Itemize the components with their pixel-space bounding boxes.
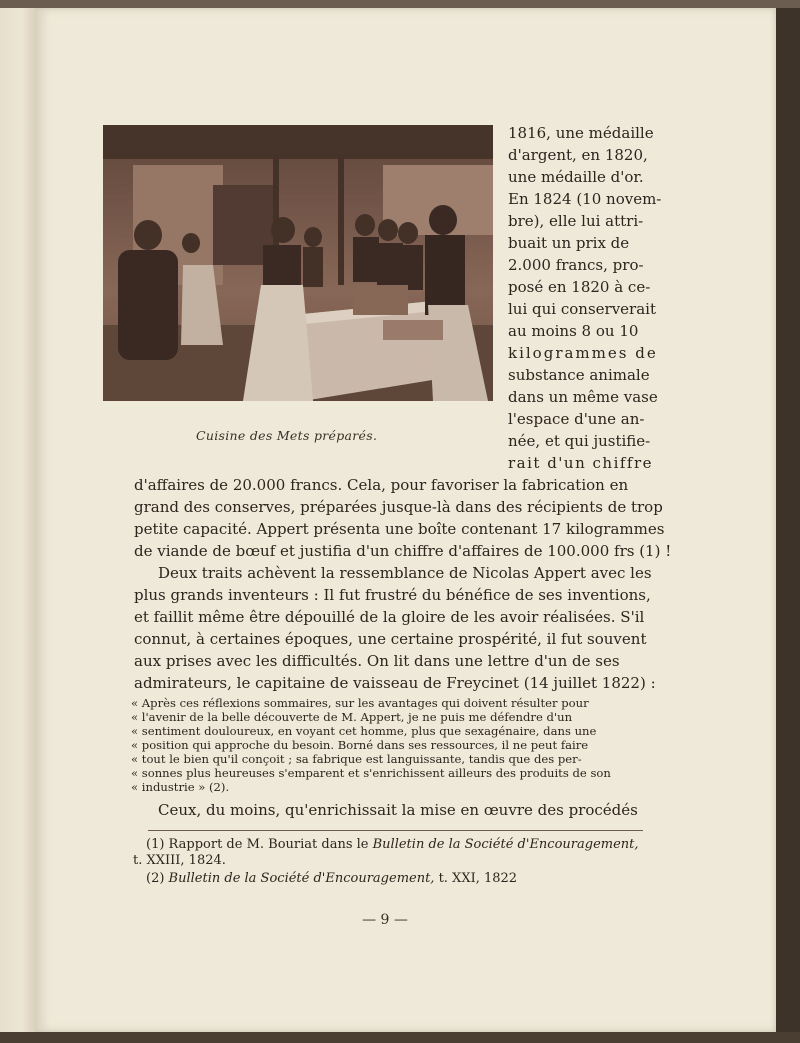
quote-line-1: « Après ces réflexions sommaires, sur les avantages qui doivent résulter pour <box>131 696 589 710</box>
side-line-12: substance animale <box>508 366 650 384</box>
side-line-5: bre), elle lui attri- <box>508 212 644 230</box>
body-last-line: Ceux, du moins, qu'enrichissait la mise en œuvre des procédés <box>158 801 638 819</box>
footnote-1-prefix: (1) Rapport de M. Bouriat dans le <box>146 837 373 852</box>
footnote-2 <box>146 870 517 887</box>
scan-top-edge <box>0 0 800 8</box>
side-line-14: l'espace d'une an- <box>508 410 645 428</box>
body-line-1: d'affaires de 20.000 francs. Cela, pour favoriser la fabrication en <box>134 476 629 494</box>
quote-line-6: « sonnes plus heureuses s'emparent et s'enrichissent ailleurs des produits de son <box>131 766 611 780</box>
quote-line-5: « tout le bien qu'il conçoit ; sa fabrique est languissante, tandis que des per- <box>131 752 582 766</box>
body-line-5: Deux traits achèvent la ressemblance de Nicolas Appert avec les <box>158 564 652 582</box>
side-line-11: kilogrammes de <box>508 344 658 362</box>
side-line-7: 2.000 francs, pro- <box>508 256 644 274</box>
page-number: — 9 — <box>362 912 408 928</box>
scan-right-edge <box>776 8 800 1035</box>
body-line-8: connut, à certaines époques, une certaine prospérité, il fut souvent <box>134 630 647 648</box>
footnote-1-title: Bulletin de la Société d'Encouragement, <box>372 837 639 852</box>
quote-line-2: « l'avenir de la belle découverte de M. Appert, je ne puis me défendre d'un <box>131 710 573 724</box>
footnote-1 <box>146 836 639 853</box>
body-line-6: plus grands inventeurs : Il fut frustré du bénéfice de ses inventions, <box>134 586 651 604</box>
body-line-3: petite capacité. Appert présenta une boîte contenant 17 kilogrammes <box>134 520 665 538</box>
side-line-16: rait d'un chiffre <box>508 454 654 472</box>
footnote-2-suffix: t. XXI, 1822 <box>434 871 518 886</box>
kitchen-photograph <box>103 125 493 401</box>
footnote-1-continued: t. XXIII, 1824. <box>133 853 226 868</box>
kitchen-photograph-drawing <box>103 125 493 401</box>
side-line-3: une médaille d'or. <box>508 168 644 186</box>
side-line-1: 1816, une médaille <box>508 124 654 142</box>
footnote-rule <box>148 830 643 831</box>
side-line-6: buait un prix de <box>508 234 630 252</box>
scan-bottom-edge <box>0 1032 800 1043</box>
side-line-13: dans un même vase <box>508 388 658 406</box>
body-line-7: et faillit même être dépouillé de la gloire de les avoir réalisées. S'il <box>134 608 645 626</box>
side-line-2: d'argent, en 1820, <box>508 146 648 164</box>
footnote-2-prefix: (2) <box>146 871 169 886</box>
body-line-2: grand des conserves, préparées jusque-là dans des récipients de trop <box>134 498 663 516</box>
side-line-9: lui qui conserverait <box>508 300 656 318</box>
quote-line-4: « position qui approche du besoin. Borné dans ses ressources, il ne peut faire <box>131 738 589 752</box>
body-line-9: aux prises avec les difficultés. On lit dans une lettre d'un de ses <box>134 652 620 670</box>
side-line-10: au moins 8 ou 10 <box>508 322 639 340</box>
quote-line-3: « sentiment douloureux, en voyant cet homme, plus que sexagénaire, dans une <box>131 724 597 738</box>
photo-caption: Cuisine des Mets préparés. <box>196 428 378 443</box>
footnote-2-title: Bulletin de la Société d'Encouragement, <box>168 871 435 886</box>
facing-page-edge <box>0 8 36 1035</box>
side-line-8: posé en 1820 à ce- <box>508 278 651 296</box>
body-line-10: admirateurs, le capitaine de vaisseau de Freycinet (14 juillet 1822) : <box>134 674 656 692</box>
side-line-15: née, et qui justifie- <box>508 432 651 450</box>
quote-line-7: « industrie » (2). <box>131 780 230 794</box>
body-line-4: de viande de bœuf et justifia d'un chiffre d'affaires de 100.000 frs (1) ! <box>134 542 672 560</box>
side-line-4: En 1824 (10 novem- <box>508 190 662 208</box>
